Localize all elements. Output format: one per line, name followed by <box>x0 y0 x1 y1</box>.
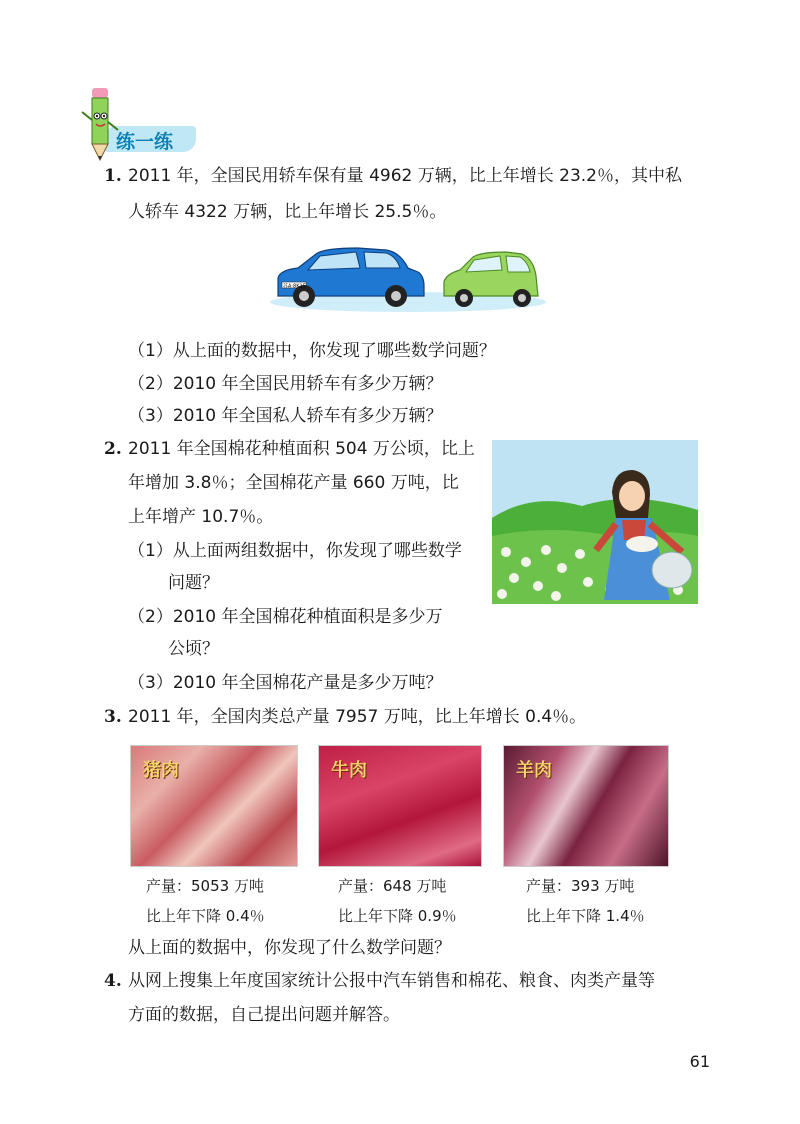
problem-4-line-2: 方面的数据，自己提出问题并解答。 <box>128 1005 400 1025</box>
pork-photo <box>130 745 298 867</box>
problem-2-line-2: 年增加 3.8％；全国棉花产量 660 万吨，比 <box>128 473 459 493</box>
car-plate: 苏A·8K15 <box>283 283 306 290</box>
problem-3-number: 3. <box>104 707 122 727</box>
cotton-picking-illustration <box>492 440 698 604</box>
section-title: 练一练 <box>116 131 174 153</box>
problem-1-line-2: 人轿车 4322 万辆，比上年增长 25.5％。 <box>128 202 447 222</box>
problem-1-line-1: 2011 年，全国民用轿车保有量 4962 万辆，比上年增长 23.2％，其中私 <box>128 166 682 186</box>
problem-1-number: 1. <box>104 166 122 186</box>
beef-label: 牛肉 <box>331 760 367 781</box>
problem-2-question-1-cont: 问题？ <box>168 573 219 593</box>
beef-change: 比上年下降 0.9％ <box>338 907 457 925</box>
cars-illustration <box>268 240 548 314</box>
pork-change: 比上年下降 0.4％ <box>146 907 265 925</box>
mutton-change: 比上年下降 1.4％ <box>526 907 645 925</box>
problem-3-line: 2011 年，全国肉类总产量 7957 万吨，比上年增长 0.4％。 <box>128 707 587 727</box>
problem-1-question-3: （3）2010 年全国私人轿车有多少万辆？ <box>128 406 443 426</box>
problem-1-question-2: （2）2010 年全国民用轿车有多少万辆？ <box>128 374 443 394</box>
problem-1-question-1: （1）从上面的数据中，你发现了哪些数学问题？ <box>128 341 496 361</box>
problem-2-question-3: （3）2010 年全国棉花产量是多少万吨？ <box>128 673 443 693</box>
problem-2-number: 2. <box>104 439 122 459</box>
problem-2-question-2: （2）2010 年全国棉花种植面积是多少万 <box>128 607 443 627</box>
page-number: 61 <box>689 1052 710 1071</box>
pork-output: 产量：5053 万吨 <box>146 877 264 895</box>
problem-4-line-1: 从网上搜集上年度国家统计公报中汽车销售和棉花、粮食、肉类产量等 <box>128 971 655 991</box>
pork-label: 猪肉 <box>143 760 179 781</box>
pencil-mascot-icon <box>80 88 120 168</box>
mutton-output: 产量：393 万吨 <box>526 877 635 895</box>
problem-2-line-1: 2011 年全国棉花种植面积 504 万公顷，比上 <box>128 439 475 459</box>
problem-2-line-3: 上年增产 10.7％。 <box>128 507 274 527</box>
problem-2-question-2-cont: 公顷？ <box>168 639 219 659</box>
problem-2-question-1: （1）从上面两组数据中，你发现了哪些数学 <box>128 541 462 561</box>
mutton-label: 羊肉 <box>516 760 552 781</box>
problem-3-question: 从上面的数据中，你发现了什么数学问题？ <box>128 938 451 958</box>
section-badge <box>80 118 198 156</box>
mutton-photo <box>503 745 669 867</box>
beef-photo <box>318 745 482 867</box>
problem-4-number: 4. <box>104 971 122 991</box>
beef-output: 产量：648 万吨 <box>338 877 447 895</box>
